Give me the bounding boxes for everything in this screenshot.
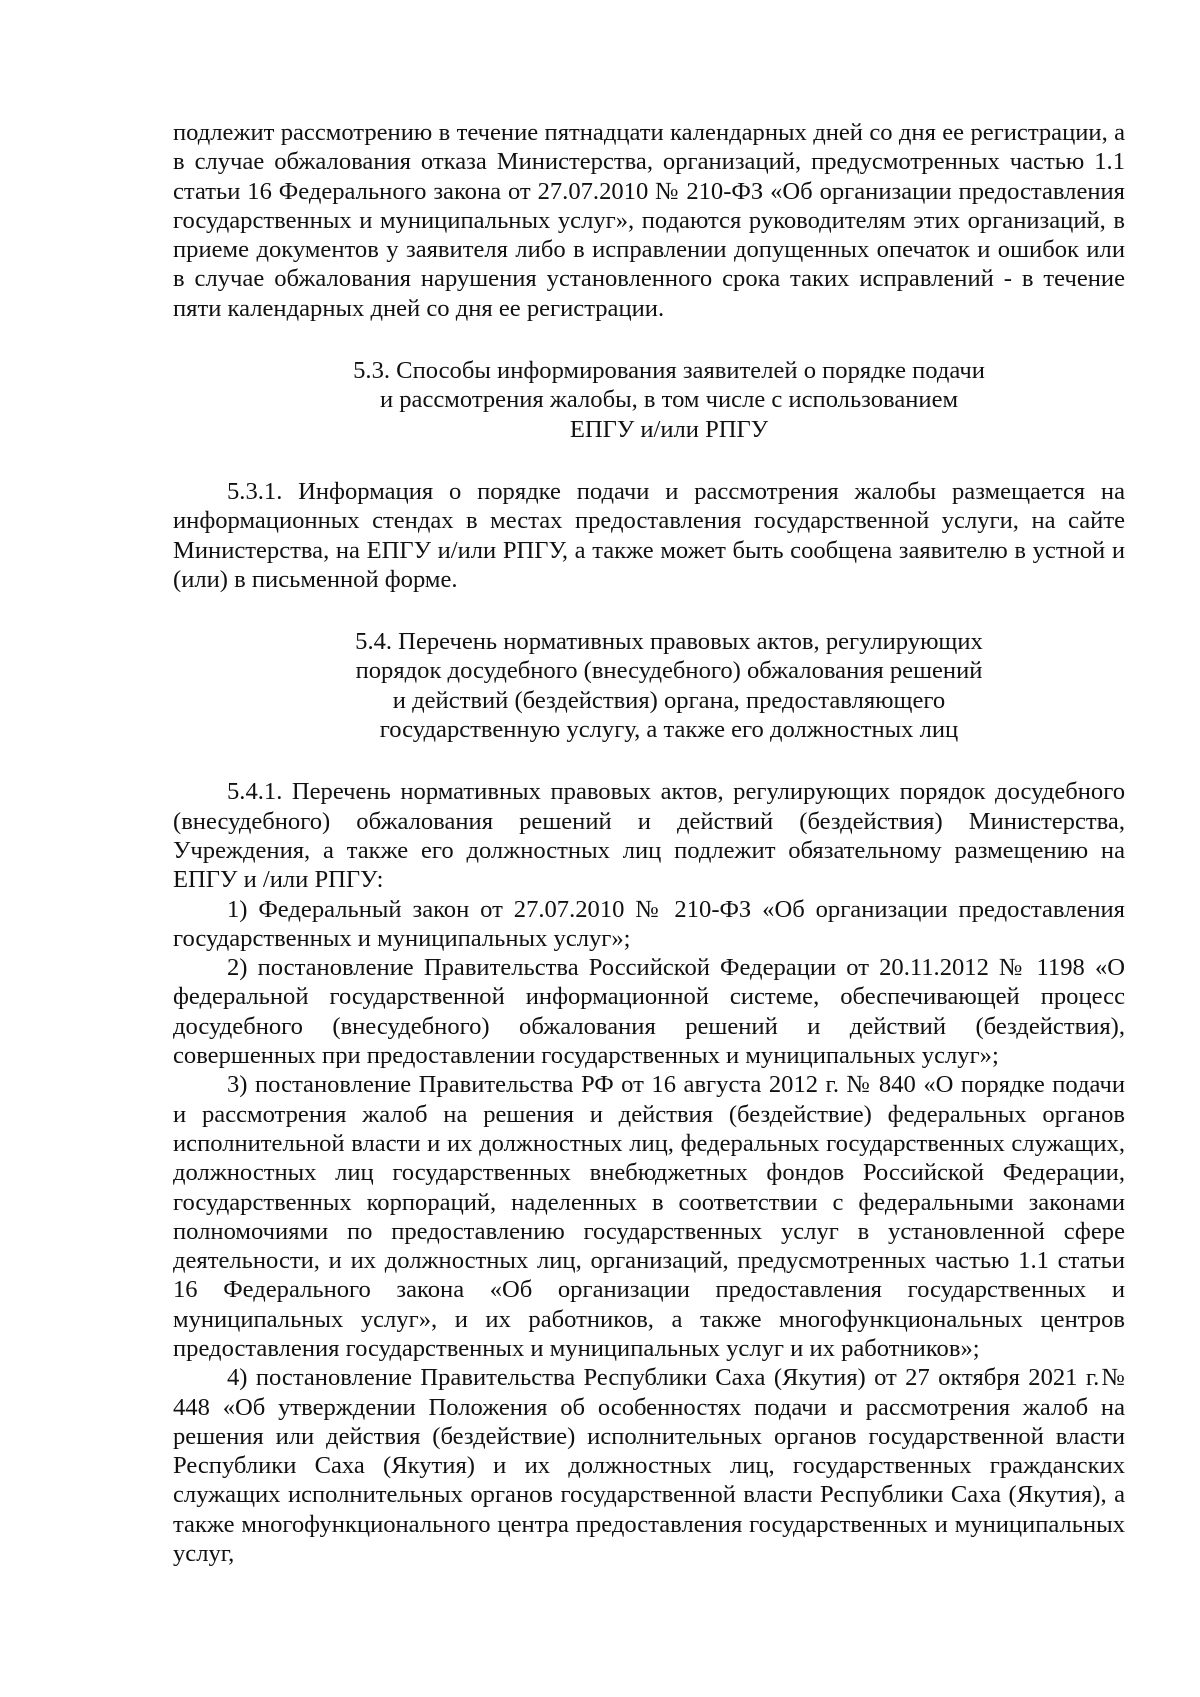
spacer (173, 323, 1125, 356)
heading-line: 5.4. Перечень нормативных правовых актов, регулирующих (355, 628, 983, 656)
heading-line: и рассмотрения жалобы, в том числе с использованием (379, 386, 959, 414)
list-item: 3) постановление Правительства РФ от 16 августа 2012 г. № 840 «О порядке подачи и рассмотрения жалоб на решения и действия (бездействие) федеральных органов исполнительной власти и их должностных лиц, федеральных государственных служащих, должностных лиц государственных внебюджетных фондов Российской Федерации, государственных корпораций, наделенных в соответствии с федеральными законами полномочиями по предоставлению государственных услуг в установленной сфере деятельности, и их должностных лиц, организаций, предусмотренных частью 1.1 статьи 16 Федерального закона «Об организации предоставления государственных и муниципальных услуг», и их работников, а также многофункциональных центров предоставления государственных и муниципальных услуг и их работников»; (173, 1071, 1125, 1362)
intro-paragraph: подлежит рассмотрению в течение пятнадцати календарных дней со дня ее регистрации, а в случае обжалования отказа Министерства, организаций, предусмотренных частью 1.1 статьи 16 Федерального закона от 27.07.2010 № 210-ФЗ «Об организации предоставления государственных и муниципальных услуг», подаются руководителям этих организаций, в приеме документов у заявителя либо в исправлении допущенных опечаток и ошибок или в случае обжалования нарушения установленного срока таких исправлений - в течение пяти календарных дней со дня ее регистрации. (173, 119, 1125, 322)
paragraph-5-3-1: 5.3.1. Информация о порядке подачи и рассмотрения жалобы размещается на информационных стендах в местах предоставления государственной услуги, на сайте Министерства, на ЕПГУ и/или РПГУ, а также может быть сообщена заявителю в устной и (или) в письменной форме. (173, 477, 1125, 593)
heading-line: порядок досудебного (внесудебного) обжалования решений (355, 657, 983, 685)
section-5-3-heading (173, 356, 1125, 444)
spacer (173, 444, 1125, 477)
heading-line: ЕПГУ и/или РПГУ (569, 415, 769, 443)
list-item: 4) постановление Правительства Республики Саха (Якутия) от 27 октября 2021 г.№ 448 «Об утверждении Положения об особенностях подачи и рассмотрения жалоб на решения или действия (бездействие) исполнительных органов государственной власти Республики Саха (Якутия) и их должностных лиц, государственных гражданских служащих исполнительных органов государственной власти Республики Саха (Якутия), а также многофункционального центра предоставления государственных и муниципальных услуг, (173, 1364, 1125, 1568)
heading-line: и действий (бездействия) органа, предоставляющего (392, 686, 946, 714)
paragraph-5-4-1: 5.4.1. Перечень нормативных правовых актов, регулирующих порядок досудебного (внесудебного) обжалования решений и действий (бездействия) Министерства, Учреждения, а также его должностных лиц подлежит обязательному размещению на ЕПГУ и /или РПГУ: (173, 778, 1125, 894)
document-page (173, 118, 1125, 1568)
list-item: 1) Федеральный закон от 27.07.2010 № 210-ФЗ «Об организации предоставления государственных и муниципальных услуг»; (173, 895, 1125, 952)
spacer (173, 744, 1125, 777)
heading-line: государственную услугу, а также его должностных лиц (379, 716, 959, 744)
section-5-4-heading (173, 627, 1125, 744)
heading-line: 5.3. Способы информирования заявителей о порядке подачи (353, 357, 985, 385)
list-item: 2) постановление Правительства Российской Федерации от 20.11.2012 № 1198 «О федеральной государственной информационной системе, обеспечивающей процесс досудебного (внесудебного) обжалования решений и действий (бездействия), совершенных при предоставлении государственных и муниципальных услуг»; (173, 954, 1125, 1070)
spacer (173, 594, 1125, 627)
